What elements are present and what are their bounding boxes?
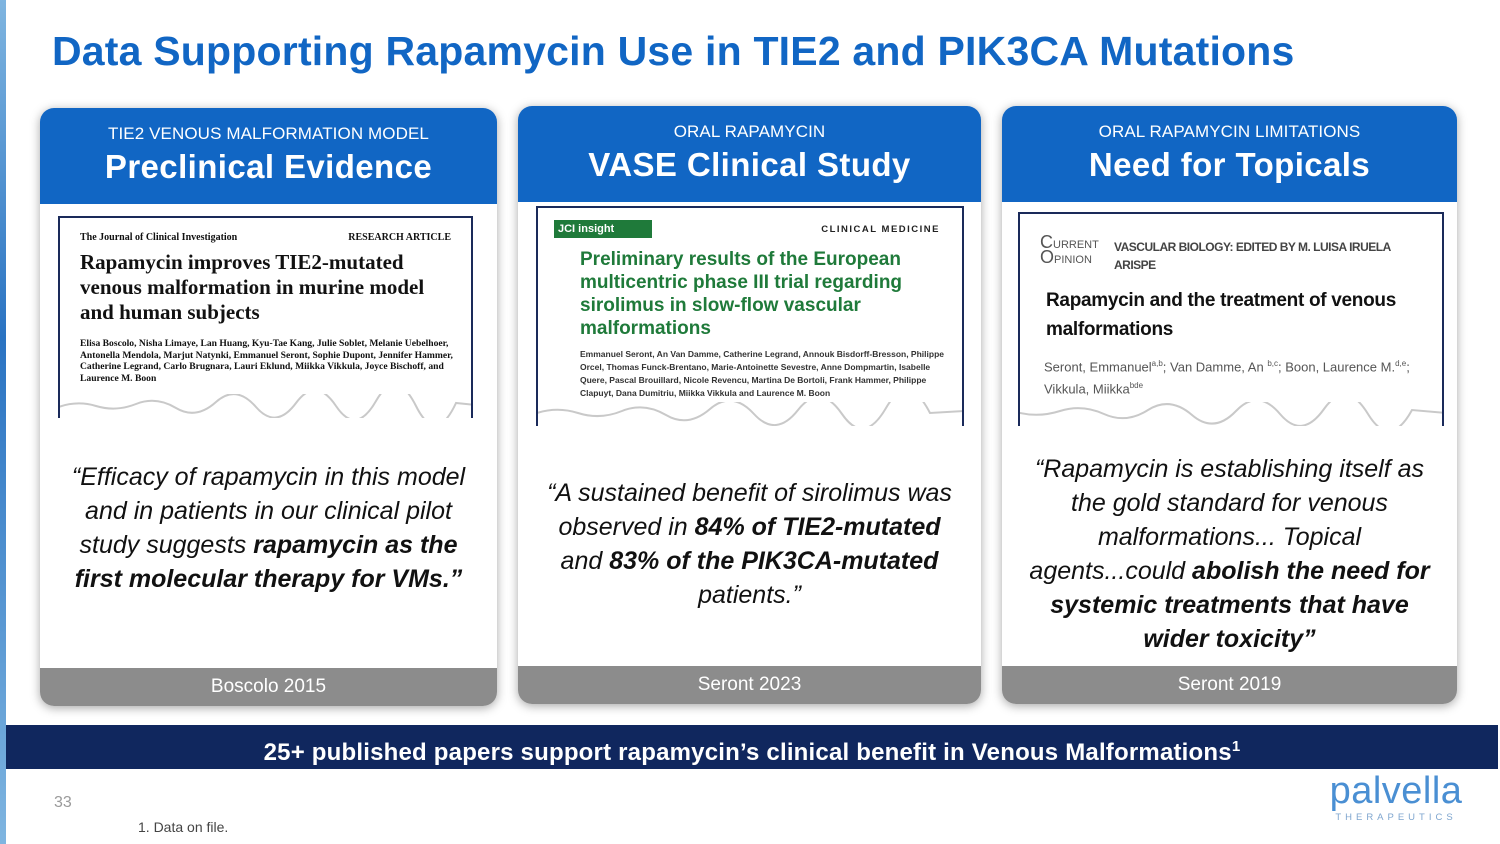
banner-text: 25+ published papers support rapamycin’s clinical benefit in Venous Malformations (263, 739, 1232, 766)
paper-excerpt-jci-insight (536, 206, 964, 426)
summary-banner (6, 725, 1498, 769)
card-citation-footer: Seront 2023 (518, 666, 981, 704)
card-headline: Need for Topicals (1088, 146, 1371, 183)
card-header (40, 108, 497, 204)
card-eyebrow: ORAL RAPAMYCIN LIMITATIONS (1098, 122, 1361, 141)
quote-emphasis: 83% of the PIK3CA-mutated (609, 547, 939, 575)
quote-part: “Rapamycin is establishing itself as the gold standard for venous malformations... Topical agents...could (1029, 455, 1425, 585)
paper-excerpt-current-opinion (1018, 212, 1444, 426)
footnote: 1. Data on file. (138, 819, 229, 835)
card-headline: Preclinical Evidence (104, 148, 433, 185)
torn-edge-graphic (58, 394, 473, 418)
paper-excerpt-jci (58, 216, 473, 418)
paper-title: Rapamycin improves TIE2-mutated venous malformation in murine model and human subjects (80, 250, 425, 324)
card-preclinical-evidence (40, 108, 497, 706)
current-opinion-logo (1040, 232, 1099, 267)
affiliation: d,e (1395, 359, 1407, 368)
paper-section: VASCULAR BIOLOGY: EDITED BY M. LUISA IRUELA ARISPE (1114, 240, 1391, 272)
quote-text (60, 460, 477, 596)
quote-emphasis: 84% of TIE2-mutated (694, 513, 941, 541)
card-headline: VASE Clinical Study (588, 146, 911, 183)
left-accent-stripe (0, 0, 6, 844)
card-vase-clinical-study (518, 106, 981, 704)
palvella-logo (1316, 770, 1476, 826)
quote-emphasis: rapamycin as the first molecular therapy for VMs. (74, 531, 458, 593)
torn-edge-graphic (1018, 402, 1444, 426)
quote-text (538, 476, 961, 612)
author: ; Van Damme, An (1162, 359, 1268, 375)
quote-text (1022, 452, 1437, 656)
card-citation-footer: Seront 2019 (1002, 666, 1457, 704)
author: Seront, Emmanuel (1044, 359, 1152, 375)
jci-insight-logo: JCI insight (554, 220, 652, 238)
quote-part: ” (449, 565, 463, 593)
author: ; Vikkula, Miikka (1044, 359, 1410, 397)
paper-authors: Emmanuel Seront, An Van Damme, Catherine Legrand, Annouk Bisdorff-Bresson, Philippe Orcel, Thomas Funck-Brentano, Marie-Antoinette Sevestre, Anne Dompmartin, Isabelle Quere, Pascal Brouillard, Nicole Revencu, Martina De Bortoli, Frank Hammer, Philippe Clapuyt, Dana Dumitriu, Miikka Vikkula and Laurence M. Boon (580, 349, 944, 398)
page-number: 33 (54, 794, 72, 811)
paper-authors: Elisa Boscolo, Nisha Limaye, Lan Huang, Kyu-Tae Kang, Julie Soblet, Melanie Uebelhoer, Antonella Mendola, Marjut Natynki, Emmanuel Seront, Sophie Dupont, Jennifer Hammer, Catherine Legrand, Carlo Brugnara, Lauri Eklund, Miikka Vikkula, Joyce Bischoff, and Laurence M. Boon (80, 338, 453, 384)
quote-part: “Efficacy of rapamycin in this model and in patients in our clinical pilot study suggests (71, 463, 466, 559)
logo-line-1: CURRENT (1040, 232, 1099, 252)
logo-line-2: OPINION (1040, 247, 1092, 267)
paper-authors (1044, 354, 1412, 399)
quote-part: patients.” (698, 581, 801, 609)
card-eyebrow: ORAL RAPAMYCIN (673, 122, 826, 141)
slide-title: Data Supporting Rapamycin Use in TIE2 and PIK3CA Mutations (52, 28, 1295, 74)
paper-category: CLINICAL MEDICINE (821, 224, 940, 235)
torn-edge-graphic (536, 402, 964, 426)
card-citation-footer: Boscolo 2015 (40, 668, 497, 706)
affiliation: bde (1129, 381, 1144, 391)
paper-article-type: RESEARCH ARTICLE (348, 232, 451, 243)
logo-text: PINION (1054, 254, 1092, 266)
banner-footnote-ref: 1 (1231, 738, 1241, 755)
card-header (1002, 106, 1457, 202)
quote-emphasis: abolish the need for systemic treatments that have wider toxicity (1050, 557, 1430, 653)
card-eyebrow: TIE2 VENOUS MALFORMATION MODEL (107, 124, 429, 143)
quote-part: ” (1303, 625, 1316, 653)
quote-part: “A sustained benefit of sirolimus was observed in (547, 479, 952, 541)
paper-journal: The Journal of Clinical Investigation (80, 232, 238, 243)
affiliation: b,c (1267, 359, 1278, 368)
paper-title: Rapamycin and the treatment of venous malformations (1046, 290, 1396, 340)
card-header (518, 106, 981, 202)
affiliation: a,b (1151, 359, 1163, 368)
logo-text: URRENT (1053, 239, 1099, 251)
author: ; Boon, Laurence M. (1278, 359, 1396, 375)
quote-part: and (560, 547, 610, 575)
logo-wordmark: palvella (1329, 770, 1463, 812)
logo-subtitle: THERAPEUTICS (1335, 812, 1457, 823)
paper-title: Preliminary results of the European multicentric phase III trial regarding sirolimus in slow-flow vascular malformations (580, 249, 903, 339)
card-need-for-topicals (1002, 106, 1457, 704)
